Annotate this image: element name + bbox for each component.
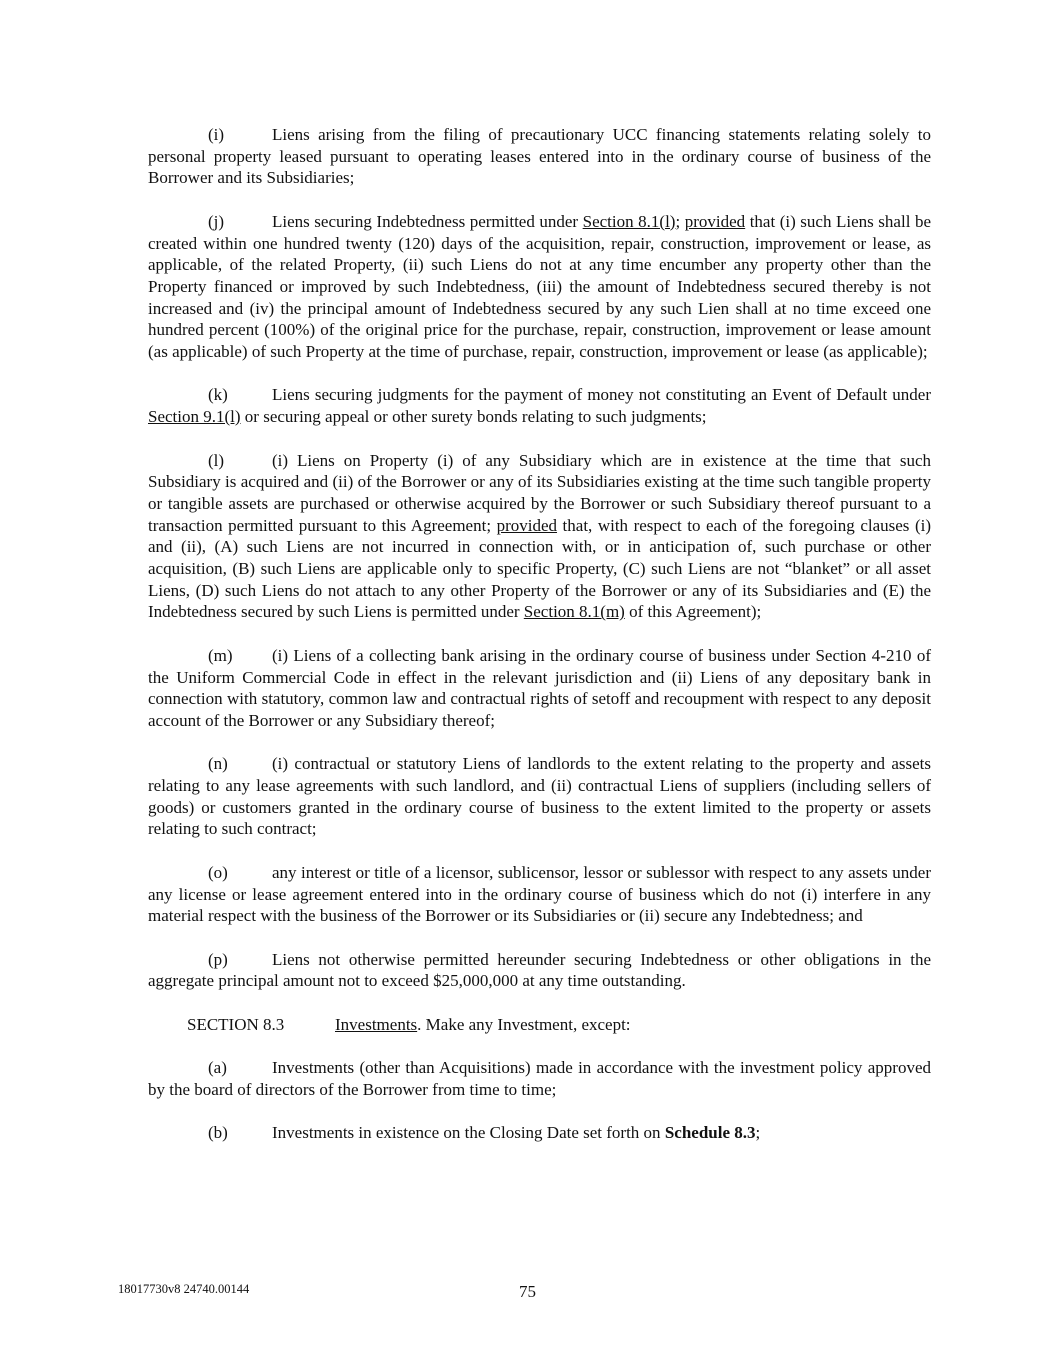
clause-paragraph [148,753,931,840]
cross-reference: provided [684,211,746,231]
clause-label: (p) [208,949,228,969]
clause-text: (i) Liens of a collecting bank arising in the ordinary course of business under Section 4-210 of the Uniform Commercial Code in effect in the relevant jurisdiction and (ii) Liens of any depositary bank in connection with statutory, common law and contractual rights of setoff and recoupment with respect to any deposit account of the Borrower or any Subsidiary thereof; [148,645,931,730]
clause-text: Liens arising from the filing of precautionary UCC financing statements relating solely to personal property leased pursuant to operating leases entered into in the ordinary course of business of the Borrower and its Subsidiaries; [148,125,931,188]
schedule-reference: Schedule 8.3 [664,1123,756,1143]
clause-label: (n) [208,754,228,774]
document-body [148,124,931,1166]
clause-text: any interest or title of a licensor, sublicensor, lessor or sublessor with respect to any assets under any license or lease agreement entered into in the ordinary course of business which do not (i) interfere in any material respect with the business of the Borrower or its Subsidiaries or (ii) secure any Indebtedness; and [148,862,931,926]
clause-text: Investments (other than Acquisitions) made in accordance with the investment policy approved by the board of directors of the Borrower from time to time; [148,1058,931,1099]
clause-paragraph [148,211,931,363]
section-title: Investments [335,1014,418,1034]
section-intro: . Make any Investment, except: [417,1014,631,1034]
clause-label: (b) [208,1123,228,1143]
footer-document-id: 18017730v8 24740.00144 [118,1282,250,1296]
clause-text: Liens not otherwise permitted hereunder securing Indebtedness or other obligations in the aggregate principal amount not to exceed $25,000,000 at any time outstanding. [148,949,931,991]
cross-reference: Section 8.1(m) [523,602,625,622]
section-heading [148,1014,931,1036]
clause-paragraph [148,124,931,189]
clause-text: that (i) such Liens shall be created within one hundred twenty (120) days of the acquisition, repair, construction, improvement or lease, as applicable, of the related Property, (ii) such Liens do not at any time encumber any property other than the Property financed or improved by such Indebtedness, (iii) the amount of Indebtedness secured thereby is not increased and (iv) the principal amount of Indebtedness secured by any such Lien shall at no time exceed one hundred percent (100%) of the original price for the purchase, repair, construction, improvement or lease amount (as applicable) of such Property at the time of purchase, repair, construction, improvement or lease (as applicable); [148,211,931,362]
clause-label: (k) [208,385,228,405]
clause-label: (j) [208,211,225,231]
clause-text: ; [675,211,685,231]
clause-text: of this Agreement); [624,602,762,622]
clause-label: (a) [208,1058,227,1078]
clause-label: (l) [208,450,225,470]
cross-reference: Section 8.1(l) [582,211,676,231]
section-number: SECTION 8.3 [187,1014,285,1034]
clause-paragraph [148,949,931,992]
clause-paragraph [148,862,931,927]
lien-clauses [148,124,931,992]
clause-paragraph [148,645,931,732]
clause-text: ; [755,1123,761,1143]
investment-clauses [148,1057,931,1144]
clause-text: Liens securing Indebtedness permitted under [272,211,583,231]
clause-paragraph [148,1122,931,1144]
clause-label: (m) [208,645,233,665]
clause-text: (i) contractual or statutory Liens of landlords to the extent relating to the property and assets relating to any lease agreements with such landlord, and (ii) contractual Liens of suppliers (including sellers of goods) or customers granted in the ordinary course of business to the extent limited to the property or assets relating to such contract; [148,754,931,839]
clause-text: Investments in existence on the Closing Date set forth on [272,1123,665,1143]
clause-label: (i) [208,125,225,144]
cross-reference: Section 9.1(l) [148,407,241,427]
clause-text: Liens securing judgments for the payment of money not constituting an Event of Default under [272,385,931,405]
page-number: 75 [519,1282,536,1301]
clause-label: (o) [208,862,228,882]
clause-paragraph [148,384,931,427]
clause-paragraph [148,1057,931,1100]
clause-text: (i) Liens on Property (i) of any Subsidiary which are in existence at the time that such Subsidiary is acquired and (ii) of the Borrower or any of its Subsidiaries existing at the time such tangible property or tangible assets are purchased or otherwise acquired by the Borrower or such Subsidiary thereof pursuant to a transaction permitted pursuant to this Agreement; [148,450,931,535]
cross-reference: provided [496,515,558,535]
clause-text: or securing appeal or other surety bonds relating to such judgments; [240,407,707,427]
clause-text: that, with respect to each of the foregoing clauses (i) and (ii), (A) such Liens are not incurred in connection with, or in anticipation of, such purchase or other acquisition, (B) such Liens are applicable only to specific Property, (C) such Liens are not “blanket” or all asset Liens, (D) such Liens do not attach to any other Property of the Borrower or any of its Subsidiaries and (E) the Indebtedness secured by such Liens is permitted under [148,515,931,622]
clause-paragraph [148,450,931,624]
